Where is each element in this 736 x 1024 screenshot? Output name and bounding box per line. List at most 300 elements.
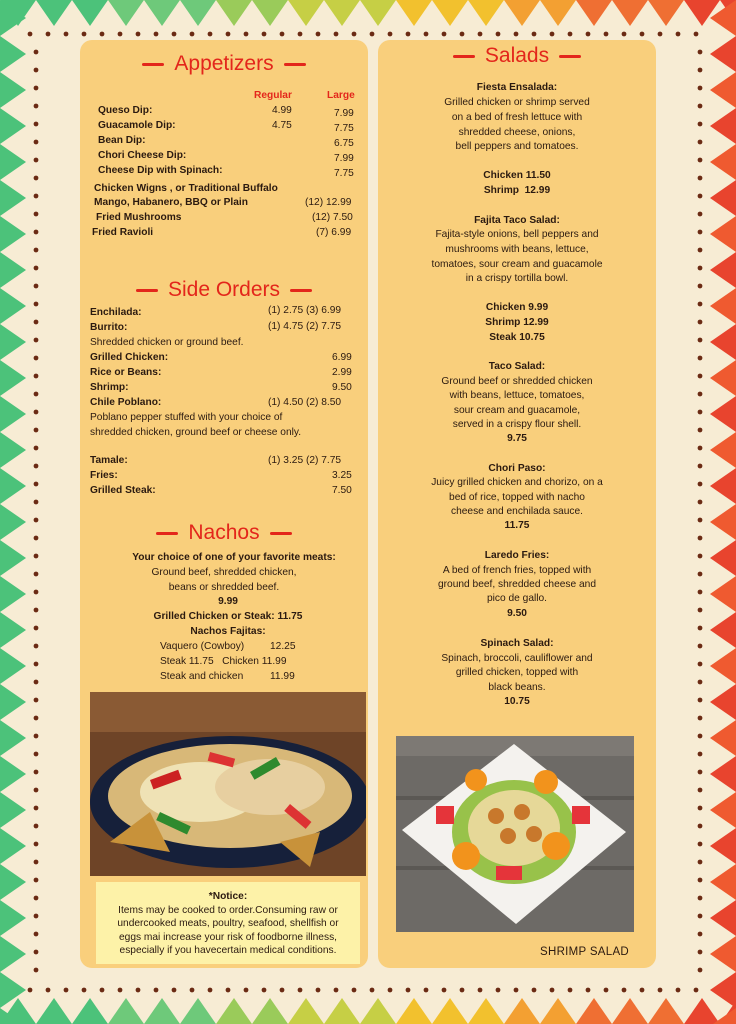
border-triangle xyxy=(0,540,26,576)
border-dot xyxy=(694,32,699,37)
border-dot xyxy=(100,988,105,993)
border-triangle xyxy=(108,998,144,1024)
nachos-grilled: Grilled Chicken or Steak: 11.75 xyxy=(153,611,303,622)
salad-desc: ground beef, shredded cheese and xyxy=(437,579,597,590)
border-dot xyxy=(698,572,703,577)
border-dot xyxy=(34,212,39,217)
salad-desc: bell peppers and tomatoes. xyxy=(455,141,579,152)
border-triangle xyxy=(540,0,576,26)
border-dot xyxy=(226,988,231,993)
border-triangle xyxy=(0,972,26,1008)
border-dot xyxy=(698,374,703,379)
border-triangle xyxy=(710,900,736,936)
border-dot xyxy=(496,988,501,993)
salad-price: Chicken 11.50 xyxy=(483,170,551,181)
notice-title: *Notice: xyxy=(208,891,248,902)
border-dot xyxy=(698,464,703,469)
border-triangle xyxy=(710,792,736,828)
border-dot xyxy=(698,320,703,325)
border-dot xyxy=(698,518,703,523)
border-triangle xyxy=(710,756,736,792)
border-triangle xyxy=(396,0,432,26)
border-dot xyxy=(698,734,703,739)
border-triangle xyxy=(72,0,108,26)
border-triangle xyxy=(0,684,26,720)
salad-desc: grilled chicken, topped with xyxy=(455,667,579,678)
border-dot xyxy=(34,536,39,541)
border-triangle xyxy=(710,684,736,720)
border-triangle xyxy=(0,504,26,540)
border-dot xyxy=(370,988,375,993)
border-dot xyxy=(34,482,39,487)
price-large: 7.99 xyxy=(334,153,354,164)
border-dot xyxy=(136,988,141,993)
border-dot xyxy=(568,988,573,993)
salad-desc: A bed of french fries, topped with xyxy=(442,565,592,576)
border-dot xyxy=(698,356,703,361)
salad-price: Chicken 9.99 xyxy=(485,302,549,313)
border-dot xyxy=(34,464,39,469)
border-dot xyxy=(34,950,39,955)
border-dot xyxy=(34,50,39,55)
salad-desc: pico de gallo. xyxy=(486,593,548,604)
border-dot xyxy=(34,698,39,703)
border-triangle xyxy=(144,998,180,1024)
border-dot xyxy=(698,788,703,793)
border-triangle xyxy=(710,288,736,324)
menu-item: Chicken Wigns , or Traditional Buffalo xyxy=(94,183,278,194)
border-dot xyxy=(698,194,703,199)
salad-name: Fajita Taco Salad: xyxy=(474,215,560,226)
border-dot xyxy=(698,428,703,433)
border-triangle xyxy=(0,288,26,324)
menu-item: Bean Dip: xyxy=(98,135,146,146)
border-triangle xyxy=(0,144,26,180)
border-dot xyxy=(28,32,33,37)
border-dot xyxy=(64,988,69,993)
menu-item: Fried Mushrooms xyxy=(96,212,182,223)
border-dot xyxy=(34,842,39,847)
border-dot xyxy=(280,988,285,993)
border-dot xyxy=(586,988,591,993)
border-triangle xyxy=(710,720,736,756)
notice-box xyxy=(96,882,360,964)
menu-item: Chile Poblano: xyxy=(90,397,162,408)
border-triangle xyxy=(0,216,26,252)
border-triangle xyxy=(0,180,26,216)
border-triangle xyxy=(0,72,26,108)
border-triangle xyxy=(0,828,26,864)
border-dot xyxy=(698,500,703,505)
menu-item: Fried Ravioli xyxy=(92,227,154,238)
border-triangle xyxy=(0,108,26,144)
border-triangle xyxy=(0,864,26,900)
menu-item: Steak 11.75 Chicken 11.99 xyxy=(160,656,287,667)
border-dot xyxy=(34,518,39,523)
border-dot xyxy=(640,988,645,993)
price-large: 7.99 xyxy=(334,108,354,119)
border-dot xyxy=(698,770,703,775)
price-large: 7.75 xyxy=(334,123,354,134)
border-dot xyxy=(698,932,703,937)
border-dot xyxy=(34,122,39,127)
border-dot xyxy=(658,32,663,37)
nachos-photo xyxy=(90,692,366,876)
price: 6.99 xyxy=(332,352,352,363)
border-dot xyxy=(262,988,267,993)
nachos-desc: beans or shredded beef. xyxy=(168,582,280,593)
salad-price: 9.75 xyxy=(507,433,527,444)
border-triangle xyxy=(0,720,26,756)
salad-price: Steak 10.75 xyxy=(489,332,545,343)
menu-item: Tamale: xyxy=(90,455,128,466)
border-dot xyxy=(34,68,39,73)
border-triangle xyxy=(0,360,26,396)
border-dot xyxy=(698,140,703,145)
border-dot xyxy=(34,158,39,163)
photo-caption: SHRIMP SALAD xyxy=(540,946,630,958)
salad-desc: tomatoes, sour cream and guacamole xyxy=(431,259,603,270)
border-dot xyxy=(698,230,703,235)
appetizers-heading xyxy=(80,52,368,76)
border-dot xyxy=(352,32,357,37)
border-dot xyxy=(34,140,39,145)
border-dot xyxy=(698,446,703,451)
border-dot xyxy=(34,194,39,199)
menu-item-desc: shredded chicken, ground beef or cheese only. xyxy=(90,427,302,438)
border-dot xyxy=(698,842,703,847)
border-dot xyxy=(34,644,39,649)
menu-item: Grilled Steak: xyxy=(90,485,156,496)
border-dot xyxy=(658,988,663,993)
border-triangle xyxy=(710,504,736,540)
border-dot xyxy=(34,284,39,289)
border-triangle xyxy=(468,998,504,1024)
border-triangle xyxy=(360,0,396,26)
border-dot xyxy=(388,32,393,37)
border-triangle xyxy=(396,998,432,1024)
border-dot xyxy=(34,320,39,325)
border-triangle xyxy=(710,252,736,288)
menu-item: Rice or Beans: xyxy=(90,367,162,378)
border-dot xyxy=(34,230,39,235)
border-dot xyxy=(136,32,141,37)
border-triangle xyxy=(710,36,736,72)
border-dot xyxy=(550,32,555,37)
menu-item: Shrimp: xyxy=(90,382,129,393)
border-triangle xyxy=(216,0,252,26)
border-dot xyxy=(698,590,703,595)
border-dot xyxy=(698,536,703,541)
border-dot xyxy=(46,32,51,37)
border-dot xyxy=(676,988,681,993)
border-dot xyxy=(34,914,39,919)
border-triangle xyxy=(180,998,216,1024)
border-triangle xyxy=(710,360,736,396)
border-dot xyxy=(34,608,39,613)
border-dot xyxy=(34,824,39,829)
border-dot xyxy=(698,950,703,955)
border-triangle xyxy=(288,0,324,26)
border-triangle xyxy=(710,864,736,900)
border-dot xyxy=(298,988,303,993)
salad-price: Shrimp 12.99 xyxy=(485,317,549,328)
price: 2.99 xyxy=(332,367,352,378)
dash-right xyxy=(270,532,292,535)
menu-item-desc: Poblano pepper stuffed with your choice of xyxy=(90,412,283,423)
border-dot xyxy=(34,428,39,433)
salad-desc: black beans. xyxy=(488,682,546,693)
border-triangle xyxy=(612,0,648,26)
border-dot xyxy=(424,32,429,37)
price: (1) 4.75 (2) 7.75 xyxy=(268,321,342,332)
border-dot xyxy=(34,500,39,505)
border-dot xyxy=(34,932,39,937)
border-dot xyxy=(154,32,159,37)
side-orders-heading xyxy=(80,278,368,302)
salad-desc: with beans, lettuce, tomatoes, xyxy=(449,390,585,401)
border-dot xyxy=(64,32,69,37)
border-triangle xyxy=(576,998,612,1024)
salad-name: Taco Salad: xyxy=(488,361,546,372)
border-dot xyxy=(34,734,39,739)
border-dot xyxy=(226,32,231,37)
border-dot xyxy=(34,752,39,757)
salad-desc: shredded cheese, onions, xyxy=(458,127,576,138)
menu-item: Guacamole Dip: xyxy=(98,120,176,131)
border-triangle xyxy=(0,936,26,972)
menu-item-desc: Mango, Habanero, BBQ or Plain xyxy=(94,197,248,208)
nachos-title: Nachos xyxy=(188,521,260,544)
border-dot xyxy=(622,988,627,993)
price: 7.50 xyxy=(332,485,352,496)
notice-text: Items may be cooked to order.Consuming raw or xyxy=(118,904,338,916)
border-dot xyxy=(532,988,537,993)
border-triangle xyxy=(324,998,360,1024)
border-dot xyxy=(82,32,87,37)
border-dot xyxy=(698,266,703,271)
border-triangle xyxy=(0,576,26,612)
border-dot xyxy=(698,698,703,703)
menu-item: Enchilada: xyxy=(90,307,142,318)
border-dot xyxy=(298,32,303,37)
border-dot xyxy=(406,988,411,993)
salad-desc: sour cream and guacamole, xyxy=(453,405,581,416)
price: (1) 2.75 (3) 6.99 xyxy=(268,305,342,316)
dash-right xyxy=(290,289,312,292)
salads-title: Salads xyxy=(484,44,550,67)
nachos-fajitas: Nachos Fajitas: xyxy=(190,626,266,637)
border-dot xyxy=(334,988,339,993)
border-triangle xyxy=(288,998,324,1024)
border-dot xyxy=(424,988,429,993)
salad-desc: mushrooms with beans, lettuce, xyxy=(445,244,589,255)
border-triangle xyxy=(0,792,26,828)
salad-price: 10.75 xyxy=(504,696,530,707)
border-triangle xyxy=(0,432,26,468)
border-dot xyxy=(640,32,645,37)
menu-item: Burrito: xyxy=(90,322,128,333)
price-regular: 4.99 xyxy=(272,105,292,116)
border-dot xyxy=(34,266,39,271)
salad-name: Fiesta Ensalada: xyxy=(476,82,558,93)
price: 11.99 xyxy=(270,671,295,682)
border-dot xyxy=(154,988,159,993)
border-triangle xyxy=(72,998,108,1024)
border-dot xyxy=(34,374,39,379)
border-dot xyxy=(34,392,39,397)
salad-desc: bed of rice, topped with nacho xyxy=(449,492,585,503)
border-dot xyxy=(334,32,339,37)
border-dot xyxy=(34,860,39,865)
border-dot xyxy=(478,988,483,993)
border-dot xyxy=(46,988,51,993)
border-triangle xyxy=(0,900,26,936)
border-triangle xyxy=(710,972,736,1008)
side-orders-title: Side Orders xyxy=(167,278,281,301)
dash-left xyxy=(156,532,178,535)
border-dot xyxy=(698,248,703,253)
price-large: 6.75 xyxy=(334,138,354,149)
border-dot xyxy=(698,68,703,73)
border-dot xyxy=(34,896,39,901)
border-triangle xyxy=(710,612,736,648)
border-triangle xyxy=(108,0,144,26)
border-dot xyxy=(388,988,393,993)
border-triangle xyxy=(324,0,360,26)
shrimp-salad-photo xyxy=(396,736,634,932)
border-dot xyxy=(34,86,39,91)
border-triangle xyxy=(216,998,252,1024)
nachos-heading xyxy=(80,521,368,545)
border-triangle xyxy=(432,0,468,26)
border-dot xyxy=(190,32,195,37)
col-regular: Regular xyxy=(254,90,292,101)
border-triangle xyxy=(710,432,736,468)
border-dot xyxy=(442,32,447,37)
border-dot xyxy=(698,482,703,487)
border-triangle xyxy=(710,108,736,144)
border-dot xyxy=(316,32,321,37)
menu-item: Steak and chicken xyxy=(160,671,244,682)
salad-desc: on a bed of fresh lettuce with xyxy=(451,112,583,123)
border-dot xyxy=(82,988,87,993)
border-dot xyxy=(370,32,375,37)
border-dot xyxy=(698,824,703,829)
border-triangle xyxy=(0,648,26,684)
border-dot xyxy=(698,158,703,163)
border-dot xyxy=(698,104,703,109)
border-dot xyxy=(604,988,609,993)
border-dot xyxy=(190,988,195,993)
border-dot xyxy=(698,284,703,289)
border-dot xyxy=(698,878,703,883)
border-triangle xyxy=(710,72,736,108)
border-triangle xyxy=(710,540,736,576)
border-triangle xyxy=(684,0,720,26)
border-dot xyxy=(34,554,39,559)
border-dot xyxy=(280,32,285,37)
border-triangle xyxy=(0,324,26,360)
dash-left xyxy=(136,289,158,292)
border-dot xyxy=(698,86,703,91)
border-dot xyxy=(34,806,39,811)
border-triangle xyxy=(710,396,736,432)
salad-name: Laredo Fries: xyxy=(484,550,550,561)
border-dot xyxy=(316,988,321,993)
menu-item: Vaquero (Cowboy) xyxy=(160,641,245,652)
border-triangle xyxy=(684,998,720,1024)
border-dot xyxy=(698,554,703,559)
border-triangle xyxy=(710,468,736,504)
border-dot xyxy=(698,626,703,631)
border-dot xyxy=(698,968,703,973)
border-dot xyxy=(28,988,33,993)
salad-desc: in a crispy tortilla bowl. xyxy=(465,273,569,284)
price-regular: 4.75 xyxy=(272,120,292,131)
border-dot xyxy=(34,248,39,253)
menu-item-desc: Shredded chicken or ground beef. xyxy=(90,337,244,348)
border-triangle xyxy=(0,756,26,792)
border-dot xyxy=(460,32,465,37)
menu-item: Grilled Chicken: xyxy=(90,352,169,363)
border-dot xyxy=(698,608,703,613)
salad-desc: Ground beef or shredded chicken xyxy=(441,376,593,387)
border-dot xyxy=(34,572,39,577)
border-dot xyxy=(34,302,39,307)
border-dot xyxy=(34,176,39,181)
border-dot xyxy=(698,806,703,811)
dash-left xyxy=(142,63,164,66)
price: (12) 7.50 xyxy=(312,212,353,223)
salad-desc: Juicy grilled chicken and chorizo, on a xyxy=(431,477,603,488)
border-dot xyxy=(406,32,411,37)
border-dot xyxy=(34,680,39,685)
border-dot xyxy=(34,968,39,973)
salad-desc: cheese and enchilada sauce. xyxy=(451,506,583,517)
dash-right xyxy=(559,55,581,58)
border-triangle xyxy=(252,0,288,26)
border-dot xyxy=(34,626,39,631)
border-triangle xyxy=(0,396,26,432)
col-large: Large xyxy=(327,90,355,101)
appetizers-title: Appetizers xyxy=(174,52,274,75)
menu-item: Fries: xyxy=(90,470,118,481)
border-triangle xyxy=(0,612,26,648)
border-triangle xyxy=(36,0,72,26)
border-dot xyxy=(698,392,703,397)
border-dot xyxy=(34,104,39,109)
salad-name: Chori Paso: xyxy=(488,463,546,474)
salad-price: 9.50 xyxy=(507,608,527,619)
border-triangle xyxy=(432,998,468,1024)
border-triangle xyxy=(710,648,736,684)
border-triangle xyxy=(144,0,180,26)
border-triangle xyxy=(710,828,736,864)
price: (1) 3.25 (2) 7.75 xyxy=(268,455,342,466)
menu-item: Queso Dip: xyxy=(98,105,153,116)
border-dot xyxy=(34,878,39,883)
border-dot xyxy=(698,302,703,307)
price: (1) 4.50 (2) 8.50 xyxy=(268,397,342,408)
border-triangle xyxy=(0,36,26,72)
border-dot xyxy=(118,988,123,993)
border-dot xyxy=(698,176,703,181)
border-triangle xyxy=(504,998,540,1024)
border-dot xyxy=(698,122,703,127)
border-dot xyxy=(118,32,123,37)
border-triangle xyxy=(710,180,736,216)
